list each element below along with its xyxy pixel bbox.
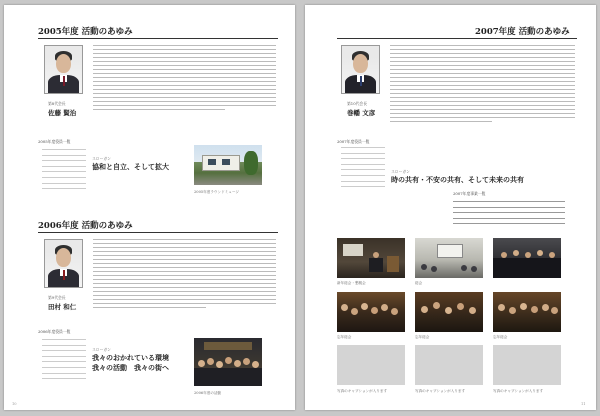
slogan-label-2006: スローガン (92, 347, 111, 352)
gallery-caption-1: 新年総会・懇親会 (337, 281, 366, 285)
portrait-photo-2007 (341, 45, 380, 94)
president-name-2007: 巻幡 文彦 (347, 109, 376, 117)
right-page (305, 5, 596, 410)
slogan-label-2007: スローガン (391, 169, 410, 174)
gallery-photo-1 (337, 238, 405, 278)
slogan-2006-line2: 我々の活動 我々の街へ (92, 363, 169, 372)
section-divider (337, 38, 577, 39)
gallery-photo-4 (337, 292, 405, 332)
gallery-caption-6: 忘年総会 (493, 335, 508, 339)
section-2006-title: 2006年度 活動のあゆみ (38, 221, 133, 231)
portrait-photo-2006 (44, 239, 83, 288)
officer-list-title-2006: 2006年度役員一覧 (38, 329, 71, 334)
president-name-2005: 佐藤 賢治 (48, 109, 77, 117)
section-2007-body-text (390, 45, 575, 125)
slogan-2007: 時の共有・不安の共有、そして未来の共有 (391, 175, 524, 184)
section-2005-body-text (93, 45, 276, 113)
gallery-caption-9: 写真のキャプションが入ります (493, 389, 544, 393)
officer-list-2006 (42, 339, 86, 384)
president-name-2006: 田村 和仁 (48, 303, 77, 311)
gallery-caption-2: 総会 (415, 281, 423, 285)
section-2007-title: 2007年度 活動のあゆみ (475, 27, 570, 37)
page-number-left: 10 (12, 402, 17, 406)
officer-list-2005 (42, 149, 86, 194)
slogan-label-2005: スローガン (92, 156, 111, 161)
officer-list-2007 (341, 147, 385, 192)
photo-caption-2005: 2005年度ラウンドミュージ (194, 190, 239, 194)
photo-caption-2006: 2006年度の活動 (194, 391, 222, 395)
gallery-placeholder-9 (493, 345, 561, 385)
section-2006-body-text (93, 239, 276, 311)
gallery-caption-8: 写真のキャプションが入ります (415, 389, 466, 393)
slogan-2006-line1: 我々のおかれている環境 (92, 353, 169, 362)
gallery-photo-5 (415, 292, 483, 332)
portrait-photo-2005 (44, 45, 83, 94)
section-2005-title: 2005年度 活動のあゆみ (38, 27, 133, 37)
slogan-2005: 協和と自立、そして拡大 (92, 162, 169, 171)
gallery-placeholder-8 (415, 345, 483, 385)
gallery-caption-4: 忘年総会 (337, 335, 352, 339)
officer-list-title-2005: 2005年度役員一覧 (38, 139, 71, 144)
page-number-right: 11 (581, 402, 586, 406)
events-list-title-2007: 2007年度事業一覧 (453, 191, 486, 196)
president-role-2005: 第8代会長 (48, 101, 66, 106)
gallery-caption-5: 忘年総会 (415, 335, 430, 339)
gallery-caption-7: 写真のキャプションが入ります (337, 389, 388, 393)
section-divider (38, 232, 278, 233)
gallery-photo-2 (415, 238, 483, 278)
event-photo-2006 (194, 338, 262, 386)
gallery-photo-6 (493, 292, 561, 332)
left-page (4, 5, 295, 410)
president-role-2006: 第9代会長 (48, 295, 66, 300)
events-list-2007 (453, 201, 565, 229)
president-role-2007: 第10代会長 (347, 101, 368, 106)
section-divider (38, 38, 278, 39)
gallery-placeholder-7 (337, 345, 405, 385)
gallery-photo-3 (493, 238, 561, 278)
officer-list-title-2007: 2007年度役員一覧 (337, 139, 370, 144)
event-photo-2005 (194, 145, 262, 185)
